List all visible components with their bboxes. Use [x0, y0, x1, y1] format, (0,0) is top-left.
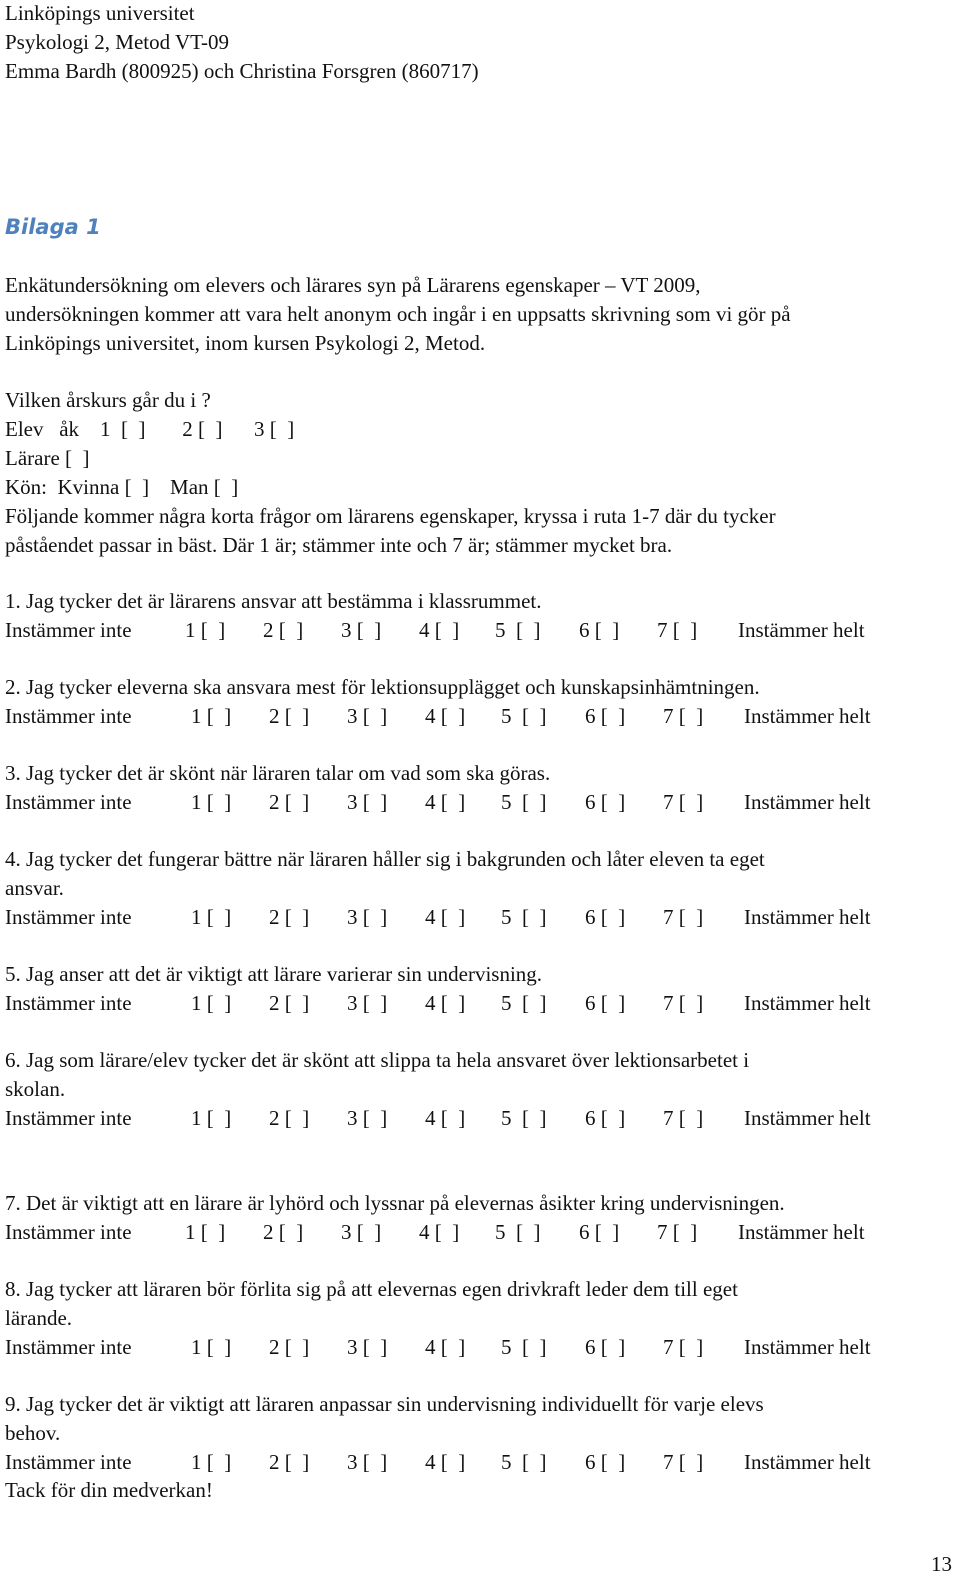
rating-checkbox-6[interactable]: 6 [ ] — [585, 1335, 626, 1359]
grade-question: Vilken årskurs går du i ? — [5, 388, 211, 412]
scale-low-label: Instämmer inte — [5, 790, 132, 814]
page-number: 13 — [931, 1552, 952, 1576]
rating-checkbox-6[interactable]: 6 [ ] — [585, 704, 626, 728]
rating-scale-q9 — [5, 1448, 905, 1477]
rating-checkbox-2[interactable]: 2 [ ] — [269, 905, 310, 929]
rating-checkbox-6[interactable]: 6 [ ] — [585, 1106, 626, 1130]
instructions-line: påståendet passar in bäst. Där 1 är; stämmer inte och 7 är; stämmer mycket bra. — [5, 533, 673, 557]
rating-checkbox-7[interactable]: 7 [ ] — [657, 618, 698, 642]
rating-checkbox-2[interactable]: 2 [ ] — [263, 618, 304, 642]
rating-scale-q5 — [5, 989, 905, 1018]
rating-checkbox-1[interactable]: 1 [ ] — [191, 1335, 232, 1359]
rating-checkbox-6[interactable]: 6 [ ] — [585, 991, 626, 1015]
rating-checkbox-2[interactable]: 2 [ ] — [269, 1450, 310, 1474]
rating-checkbox-1[interactable]: 1 [ ] — [191, 991, 232, 1015]
rating-checkbox-6[interactable]: 6 [ ] — [585, 905, 626, 929]
rating-checkbox-1[interactable]: 1 [ ] — [191, 704, 232, 728]
scale-low-label: Instämmer inte — [5, 991, 132, 1015]
question-6-text: skolan. — [5, 1077, 66, 1101]
rating-scale-q7 — [5, 1218, 905, 1247]
rating-checkbox-4[interactable]: 4 [ ] — [425, 1450, 466, 1474]
rating-checkbox-5[interactable]: 5 [ ] — [501, 991, 547, 1015]
header-course: Psykologi 2, Metod VT-09 — [5, 30, 230, 54]
rating-checkbox-4[interactable]: 4 [ ] — [425, 991, 466, 1015]
rating-checkbox-5[interactable]: 5 [ ] — [501, 1450, 547, 1474]
rating-scale-q8 — [5, 1333, 905, 1362]
rating-checkbox-5[interactable]: 5 [ ] — [501, 1106, 547, 1130]
closing-text: Tack för din medverkan! — [5, 1478, 213, 1502]
rating-checkbox-7[interactable]: 7 [ ] — [663, 905, 704, 929]
rating-checkbox-3[interactable]: 3 [ ] — [347, 704, 388, 728]
scale-high-label: Instämmer helt — [744, 905, 871, 929]
intro-line: Linköpings universitet, inom kursen Psykologi 2, Metod. — [5, 331, 486, 355]
rating-checkbox-7[interactable]: 7 [ ] — [663, 1335, 704, 1359]
rating-checkbox-4[interactable]: 4 [ ] — [425, 704, 466, 728]
rating-checkbox-7[interactable]: 7 [ ] — [663, 704, 704, 728]
rating-checkbox-1[interactable]: 1 [ ] — [185, 618, 226, 642]
student-grade-line: Elev åk 1 [ ] 2 [ ] 3 [ ] — [5, 417, 295, 441]
rating-checkbox-2[interactable]: 2 [ ] — [269, 1106, 310, 1130]
rating-scale-q4 — [5, 903, 905, 932]
rating-checkbox-3[interactable]: 3 [ ] — [347, 790, 388, 814]
rating-checkbox-7[interactable]: 7 [ ] — [663, 790, 704, 814]
scale-low-label: Instämmer inte — [5, 1335, 132, 1359]
rating-checkbox-2[interactable]: 2 [ ] — [269, 1335, 310, 1359]
scale-high-label: Instämmer helt — [744, 991, 871, 1015]
scale-low-label: Instämmer inte — [5, 905, 132, 929]
question-6-text: 6. Jag som lärare/elev tycker det är skönt att slippa ta hela ansvaret över lektionsarbetet i — [5, 1048, 750, 1072]
rating-checkbox-4[interactable]: 4 [ ] — [419, 618, 460, 642]
scale-high-label: Instämmer helt — [738, 1220, 865, 1244]
instructions-line: Följande kommer några korta frågor om lärarens egenskaper, kryssa i ruta 1-7 där du tycker — [5, 504, 776, 528]
rating-checkbox-1[interactable]: 1 [ ] — [191, 1106, 232, 1130]
question-5-text: 5. Jag anser att det är viktigt att lärare varierar sin undervisning. — [5, 962, 543, 986]
question-1-text: 1. Jag tycker det är lärarens ansvar att bestämma i klassrummet. — [5, 589, 542, 613]
question-7-text: 7. Det är viktigt att en lärare är lyhörd och lyssnar på elevernas åsikter kring undervisningen. — [5, 1191, 785, 1215]
rating-checkbox-5[interactable]: 5 [ ] — [501, 1335, 547, 1359]
scale-high-label: Instämmer helt — [744, 790, 871, 814]
teacher-line: Lärare [ ] — [5, 446, 90, 470]
rating-checkbox-4[interactable]: 4 [ ] — [425, 1106, 466, 1130]
rating-checkbox-3[interactable]: 3 [ ] — [347, 1106, 388, 1130]
question-9-text: 9. Jag tycker det är viktigt att läraren anpassar sin undervisning individuellt för varje elevs — [5, 1392, 764, 1416]
scale-high-label: Instämmer helt — [744, 1450, 871, 1474]
rating-checkbox-5[interactable]: 5 [ ] — [495, 618, 541, 642]
scale-low-label: Instämmer inte — [5, 704, 132, 728]
rating-checkbox-3[interactable]: 3 [ ] — [341, 1220, 382, 1244]
question-3-text: 3. Jag tycker det är skönt när läraren talar om vad som ska göras. — [5, 761, 551, 785]
rating-checkbox-2[interactable]: 2 [ ] — [269, 991, 310, 1015]
scale-high-label: Instämmer helt — [744, 704, 871, 728]
question-4-text: ansvar. — [5, 876, 64, 900]
rating-scale-q6 — [5, 1104, 905, 1133]
header-authors: Emma Bardh (800925) och Christina Forsgren (860717) — [5, 59, 479, 83]
rating-checkbox-5[interactable]: 5 [ ] — [501, 905, 547, 929]
rating-checkbox-7[interactable]: 7 [ ] — [663, 1106, 704, 1130]
rating-checkbox-3[interactable]: 3 [ ] — [347, 1335, 388, 1359]
rating-checkbox-7[interactable]: 7 [ ] — [663, 991, 704, 1015]
rating-checkbox-5[interactable]: 5 [ ] — [501, 790, 547, 814]
question-9-text: behov. — [5, 1421, 61, 1445]
rating-checkbox-1[interactable]: 1 [ ] — [185, 1220, 226, 1244]
rating-scale-q3 — [5, 788, 905, 817]
rating-checkbox-3[interactable]: 3 [ ] — [347, 1450, 388, 1474]
rating-scale-q1 — [5, 616, 905, 645]
rating-checkbox-6[interactable]: 6 [ ] — [579, 1220, 620, 1244]
rating-checkbox-2[interactable]: 2 [ ] — [269, 704, 310, 728]
scale-high-label: Instämmer helt — [744, 1106, 871, 1130]
scale-high-label: Instämmer helt — [744, 1335, 871, 1359]
rating-checkbox-1[interactable]: 1 [ ] — [191, 905, 232, 929]
rating-checkbox-1[interactable]: 1 [ ] — [191, 790, 232, 814]
scale-low-label: Instämmer inte — [5, 1220, 132, 1244]
question-2-text: 2. Jag tycker eleverna ska ansvara mest för lektionsupplägget och kunskapsinhämtningen. — [5, 675, 760, 699]
appendix-title: Bilaga 1 — [5, 215, 101, 239]
rating-checkbox-3[interactable]: 3 [ ] — [347, 905, 388, 929]
rating-checkbox-7[interactable]: 7 [ ] — [657, 1220, 698, 1244]
rating-checkbox-5[interactable]: 5 [ ] — [501, 704, 547, 728]
intro-line: undersökningen kommer att vara helt anonym och ingår i en uppsatts skrivning som vi gör på — [5, 302, 791, 326]
scale-low-label: Instämmer inte — [5, 1106, 132, 1130]
gender-line: Kön: Kvinna [ ] Man [ ] — [5, 475, 239, 499]
scale-low-label: Instämmer inte — [5, 618, 132, 642]
rating-checkbox-3[interactable]: 3 [ ] — [341, 618, 382, 642]
rating-checkbox-4[interactable]: 4 [ ] — [425, 1335, 466, 1359]
rating-checkbox-2[interactable]: 2 [ ] — [269, 790, 310, 814]
rating-checkbox-7[interactable]: 7 [ ] — [663, 1450, 704, 1474]
rating-checkbox-1[interactable]: 1 [ ] — [191, 1450, 232, 1474]
rating-checkbox-4[interactable]: 4 [ ] — [425, 905, 466, 929]
question-8-text: 8. Jag tycker att läraren bör förlita sig på att elevernas egen drivkraft leder dem till eget — [5, 1277, 738, 1301]
scale-low-label: Instämmer inte — [5, 1450, 132, 1474]
rating-checkbox-4[interactable]: 4 [ ] — [419, 1220, 460, 1244]
rating-scale-q2 — [5, 702, 905, 731]
rating-checkbox-6[interactable]: 6 [ ] — [585, 1450, 626, 1474]
rating-checkbox-3[interactable]: 3 [ ] — [347, 991, 388, 1015]
header-university: Linköpings universitet — [5, 1, 195, 25]
scale-high-label: Instämmer helt — [738, 618, 865, 642]
rating-checkbox-6[interactable]: 6 [ ] — [585, 790, 626, 814]
rating-checkbox-6[interactable]: 6 [ ] — [579, 618, 620, 642]
question-8-text: lärande. — [5, 1306, 73, 1330]
rating-checkbox-5[interactable]: 5 [ ] — [495, 1220, 541, 1244]
rating-checkbox-2[interactable]: 2 [ ] — [263, 1220, 304, 1244]
intro-line: Enkätundersökning om elevers och lärares syn på Lärarens egenskaper – VT 2009, — [5, 273, 701, 297]
rating-checkbox-4[interactable]: 4 [ ] — [425, 790, 466, 814]
question-4-text: 4. Jag tycker det fungerar bättre när läraren håller sig i bakgrunden och låter eleven ta eget — [5, 847, 765, 871]
